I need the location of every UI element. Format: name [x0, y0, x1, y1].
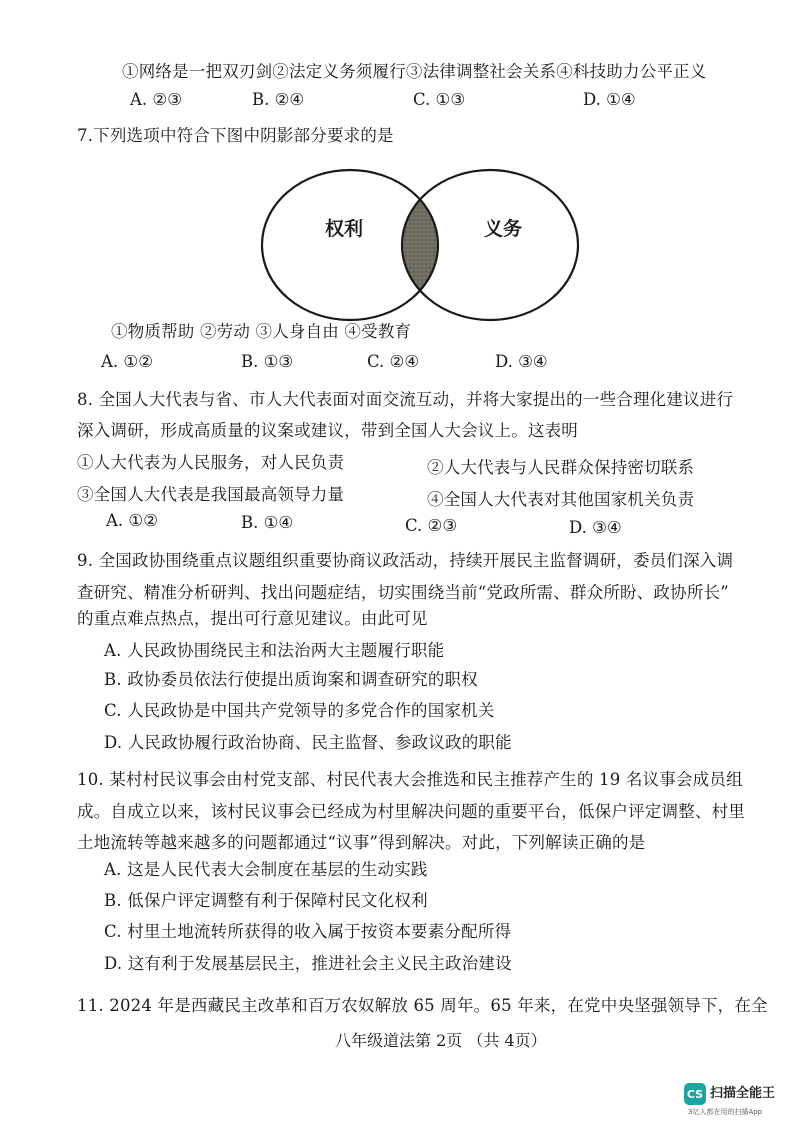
q10-option-b: B. 低保户评定调整有利于保障村民文化权利	[104, 891, 428, 910]
q9-stem-line-2: 查研究、精准分析研判、找出问题症结，切实围绕当前“党政所需、群众所盼、政协所长”	[77, 583, 729, 602]
q10-stem-line-3: 土地流转等越来越多的问题都通过“议事”得到解决。对此，下列解读正确的是	[77, 833, 646, 852]
q8-item-1: ①人大代表为人民服务，对人民负责	[77, 453, 345, 472]
q8-stem-line-2: 深入调研，形成高质量的议案或建议，带到全国人大会议上。这表明	[77, 421, 578, 440]
q6-option-b: B. ②④	[252, 90, 305, 109]
q8-item-4: ④全国人大代表对其他国家机关负责	[427, 490, 695, 509]
q9-stem-line-3: 的重点难点热点，提出可行意见建议。由此可见	[77, 609, 428, 628]
page-footer: 八年级道法第 2页 （共 4页）	[335, 1031, 547, 1050]
venn-right-label: 义务	[484, 218, 523, 240]
q10-option-c: C. 村里土地流转所获得的收入属于按资本要素分配所得	[104, 922, 512, 941]
venn-diagram	[255, 165, 585, 325]
q8-stem-line-1: 8. 全国人大代表与省、市人大代表面对面交流互动，并将大家提出的一些合理化建议进行	[77, 390, 734, 409]
q9-option-b: B. 政协委员依法行使提出质询案和调查研究的职权	[104, 670, 478, 689]
q8-option-d: D. ③④	[569, 518, 622, 537]
q8-item-2: ②人大代表与人民群众保持密切联系	[427, 458, 695, 477]
q8-option-b: B. ①④	[241, 513, 294, 532]
q8-option-a: A. ①②	[106, 511, 158, 530]
q7-stem: 7.下列选项中符合下图中阴影部分要求的是	[77, 126, 394, 145]
q9-option-d: D. 人民政协履行政治协商、民主监督、参政议政的职能	[104, 733, 512, 752]
q9-option-c: C. 人民政协是中国共产党领导的多党合作的国家机关	[104, 701, 495, 720]
q7-items: ①物质帮助 ②劳动 ③人身自由 ④受教育	[111, 322, 412, 341]
q10-stem-line-2: 成。自成立以来，该村民议事会已经成为村里解决问题的重要平台，低保户评定调整、村里	[77, 802, 745, 821]
scanner-brand: 扫描全能王	[710, 1086, 776, 1101]
q9-stem-line-1: 9. 全国政协围绕重点议题组织重要协商议政活动，持续开展民主监督调研，委员们深入调	[77, 551, 734, 570]
q7-option-a: A. ①②	[101, 352, 153, 371]
q7-option-b: B. ①③	[241, 352, 294, 371]
q6-statements: ①网络是一把双刃剑②法定义务须履行③法律调整社会关系④科技助力公平正义	[122, 62, 707, 81]
q11-stem-line-1: 11. 2024 年是西藏民主改革和百万农奴解放 65 周年。65 年来，在党中央坚强领导下，在全	[77, 996, 768, 1015]
q9-option-a: A. 人民政协围绕民主和法治两大主题履行职能	[104, 641, 445, 660]
q7-option-d: D. ③④	[495, 352, 548, 371]
q7-option-c: C. ②④	[367, 352, 420, 371]
q6-option-c: C. ①③	[413, 90, 466, 109]
q10-option-d: D. 这有利于发展基层民主，推进社会主义民主政治建设	[104, 954, 512, 973]
q8-item-3: ③全国人大代表是我国最高领导力量	[77, 485, 345, 504]
venn-left-label: 权利	[325, 218, 364, 240]
q6-option-d: D. ①④	[583, 90, 636, 109]
q10-stem-line-1: 10. 某村村民议事会由村党支部、村民代表大会推选和民主推荐产生的 19 名议事会成员组	[77, 770, 743, 789]
scanner-logo-icon: CS	[684, 1083, 706, 1105]
q6-option-a: A. ②③	[130, 90, 182, 109]
q10-option-a: A. 这是人民代表大会制度在基层的生动实践	[104, 860, 428, 879]
q8-option-c: C. ②③	[405, 516, 458, 535]
scanner-tagline: 3亿人都在用的扫描App	[688, 1108, 763, 1116]
